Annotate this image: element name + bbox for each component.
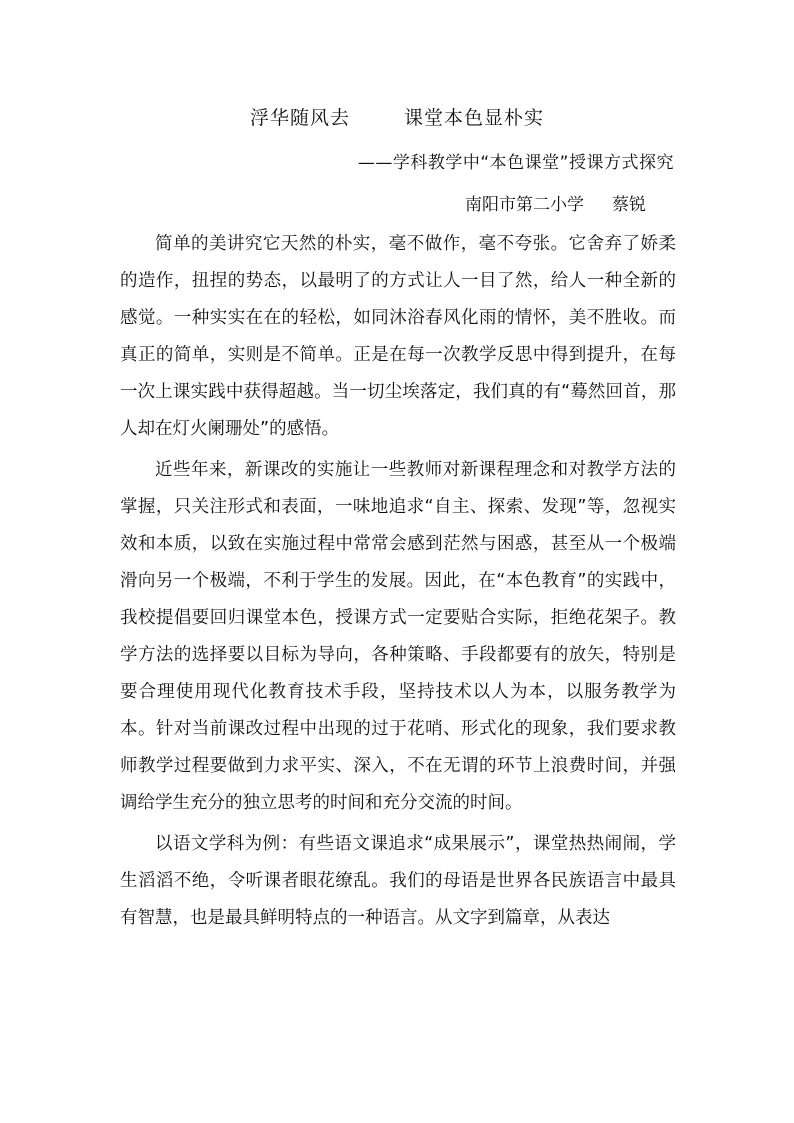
title-part-1: 浮华随风去	[249, 107, 350, 129]
paragraph: 以语文学科为例：有些语文课追求“成果展示”，课堂热热闹闹，学生滔滔不绝，令听课者眼花缭乱。我们的母语是世界各民族语言中最具有智慧，也是最具鲜明特点的一种语言。从文字到篇章，从表达	[120, 834, 676, 928]
author-line	[465, 190, 646, 215]
title-part-2: 课堂本色显朴实	[404, 107, 545, 129]
article-body	[120, 226, 676, 937]
author-school: 南阳市第二小学	[465, 195, 584, 215]
page-title	[0, 103, 794, 130]
paragraph: 简单的美讲究它天然的朴实，毫不做作，毫不夸张。它舍弃了娇柔的造作，扭捏的势态，以最明了的方式让人一目了然，给人一种全新的感觉。一种实实在在的轻松，如同沐浴春风化雨的情怀，美不胜收。而真正的简单，实则是不简单。正是在每一次教学反思中得到提升，在每一次上课实践中获得超越。当一切尘埃落定，我们真的有“蓦然回首，那人却在灯火阑珊处”的感悟。	[120, 234, 676, 439]
page-subtitle: ——学科教学中“本色课堂”授课方式探究	[357, 153, 674, 173]
author-name: 蔡锐	[612, 195, 646, 215]
paragraph: 近些年来，新课改的实施让一些教师对新课程理念和对教学方法的掌握，只关注形式和表面，一味地追求“自主、探索、发现”等，忽视实效和本质，以致在实施过程中常常会感到茫然与困惑，甚至从一个极端滑向另一个极端，不利于学生的发展。因此，在“本色教育”的实践中，我校提倡要回归课堂本色，授课方式一定要贴合实际，拒绝花架子。教学方法的选择要以目标为导向，各种策略、手段都要有的放矢，特别是要合理使用现代化教育技术手段，坚持技术以人为本，以服务教学为本。针对当前课改过程中出现的过于花哨、形式化的现象，我们要求教师教学过程要做到力求平实、深入，不在无谓的环节上浪费时间，并强调给学生充分的独立思考的时间和充分交流的时间。	[120, 460, 676, 813]
